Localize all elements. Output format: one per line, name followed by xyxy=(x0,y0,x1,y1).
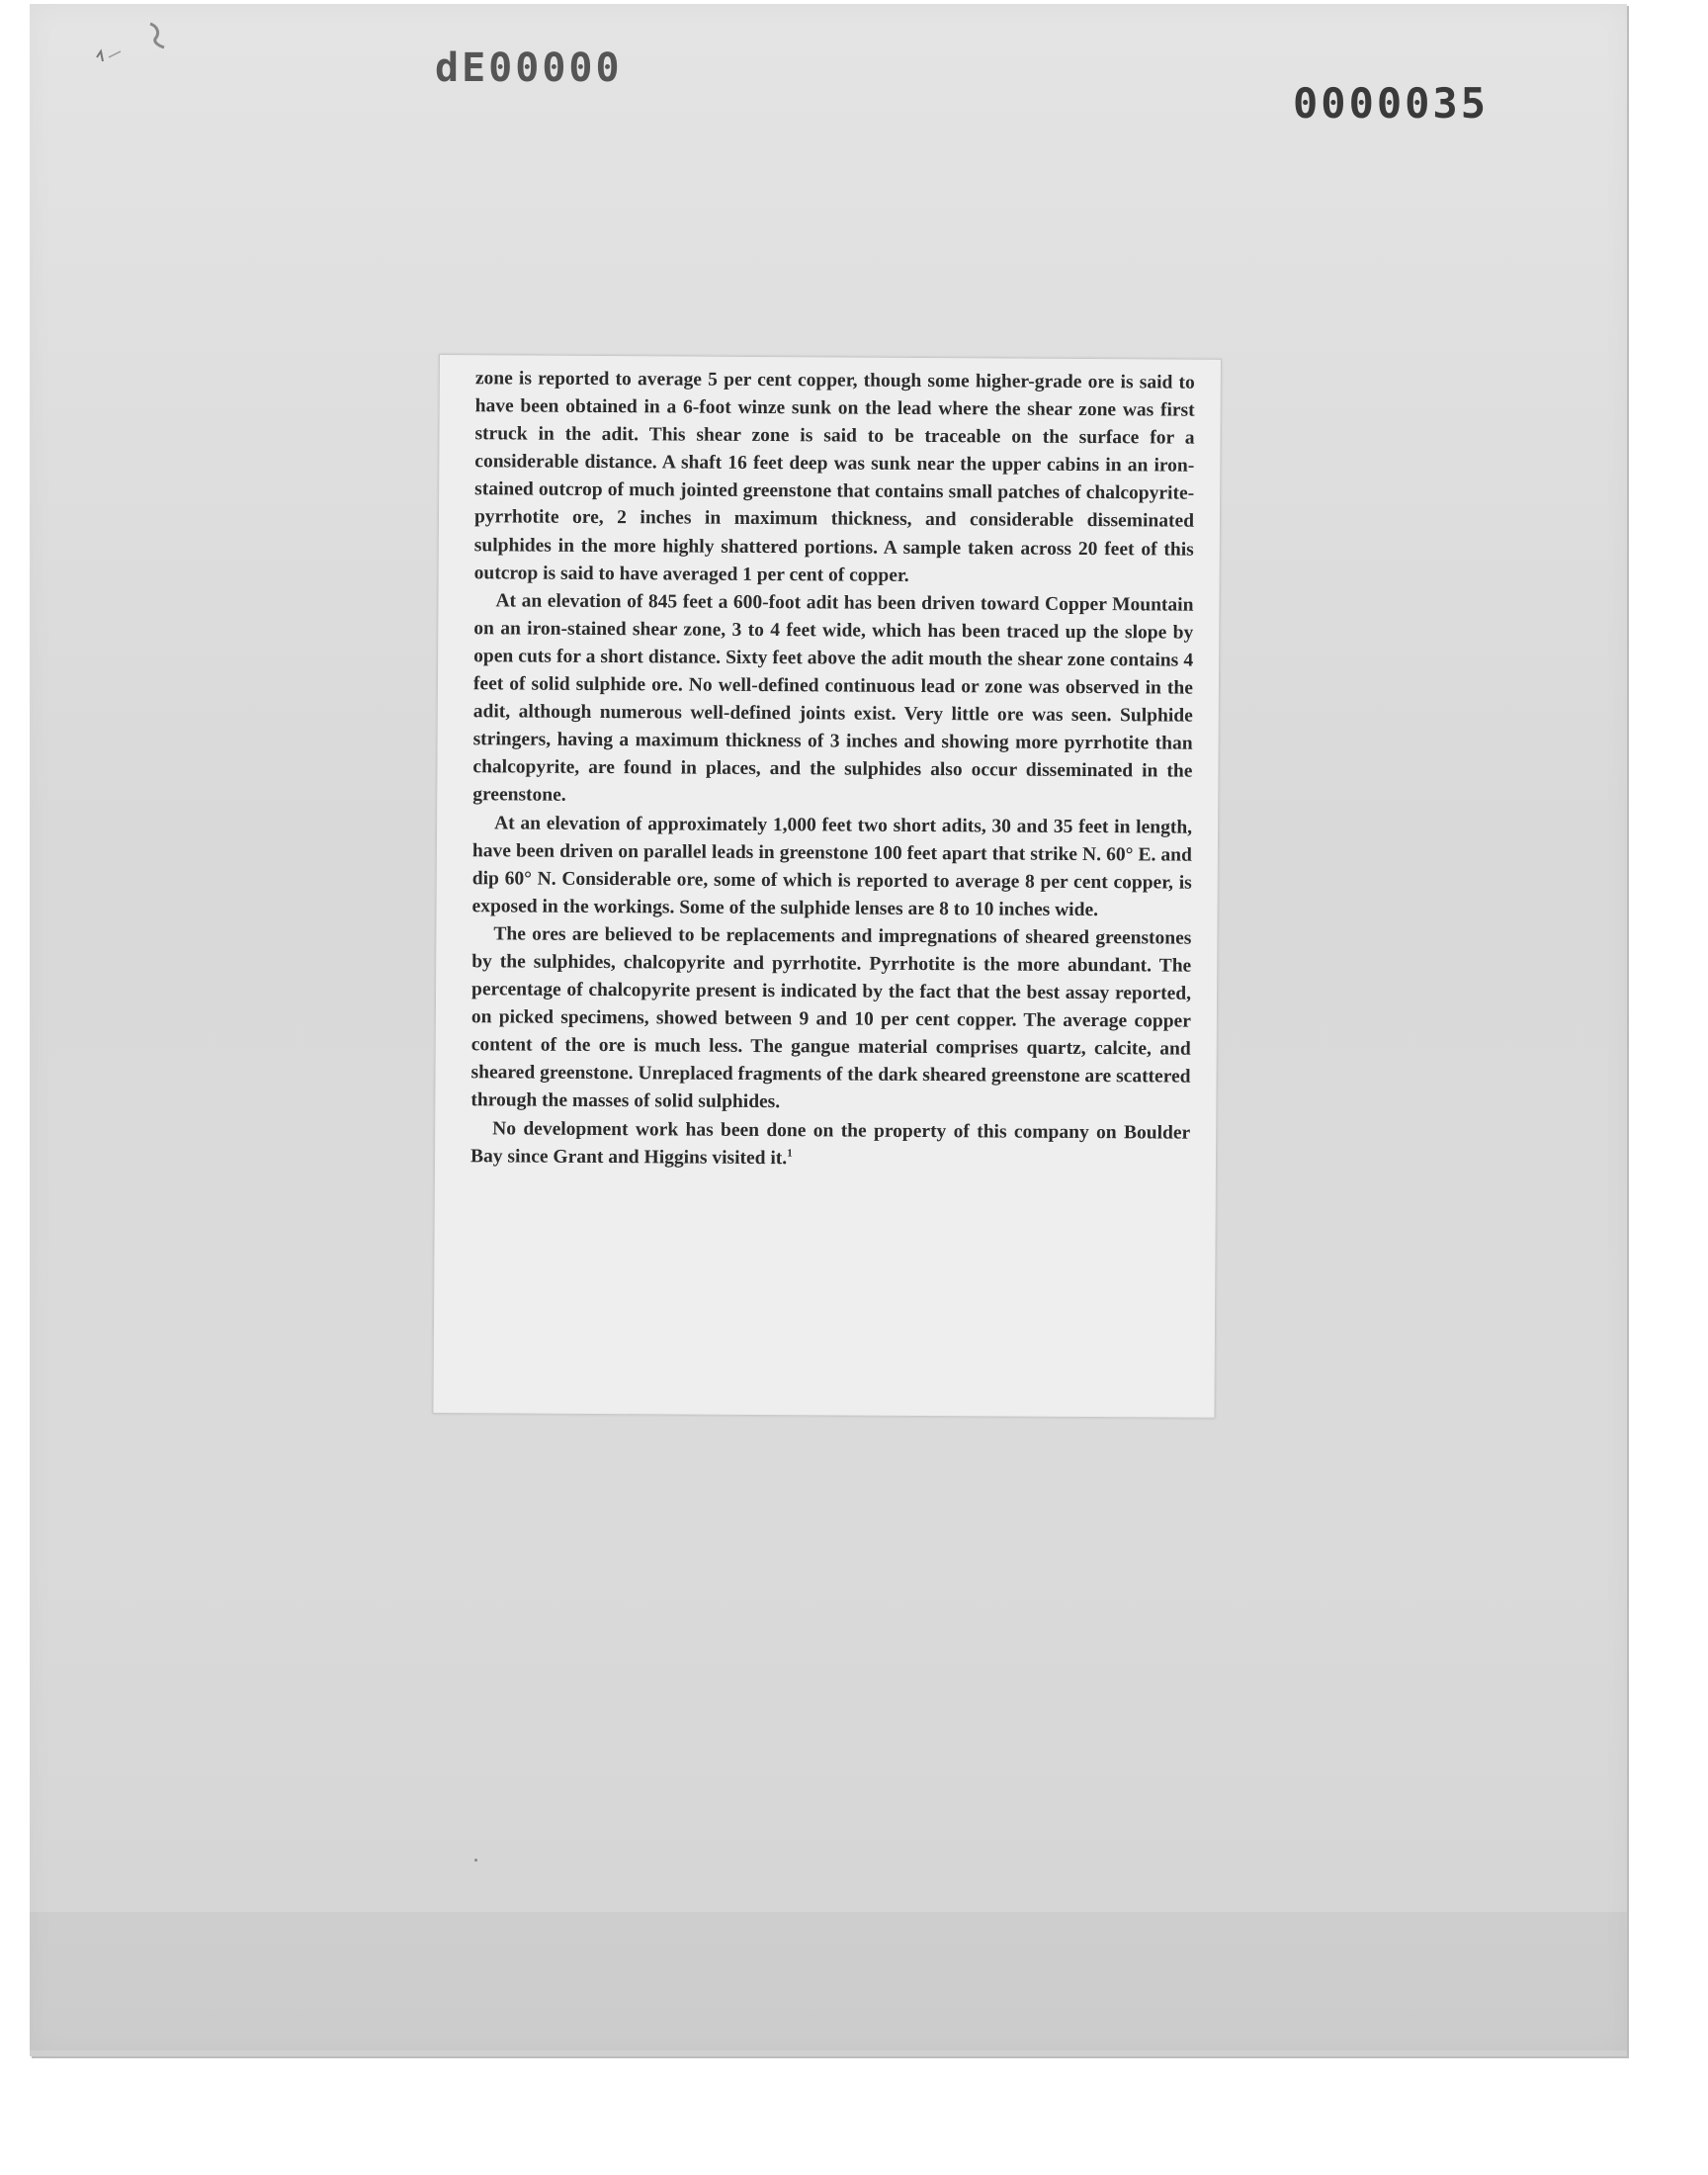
clipping-body xyxy=(470,365,1195,1174)
paragraph-2: At an elevation of 845 feet a 600-foot adit has been driven toward Copper Mountain on an iron-stained shear zone, 3 to 4 feet wide, which has been traced up the slope by open cuts for a short distance. Sixty feet above the adit mouth the shear zone contains 4 feet of solid sulphide ore. No well-defined continuous lead or zone was observed in the adit, although numerous well-defined joints exist. Very little ore was seen. Sulphide stringers, having a maximum thickness of 3 inches and showing more pyrrhotite than chalcopyrite, are found in places, and the sulphides also occur disseminated in the greenstone. xyxy=(472,590,1194,807)
handwritten-mark-icon xyxy=(87,18,176,77)
paragraph-1: zone is reported to average 5 per cent copper, though some higher-grade ore is said to have been obtained in a 6-foot winze sunk on the lead where the shear zone was first struck in the adit. This shear zone is said to be traceable on the surface for a considerable distance. A shaft 16 feet deep was sunk near the upper cabins in an iron-stained outcrop of much jointed greenstone that contains small patches of chalcopyrite-pyrrhotite ore, 2 inches in maximum thickness, and considerable disseminated sulphides in the more highly shattered portions. A sample taken across 20 feet of this outcrop is said to have averaged 1 per cent of copper. xyxy=(473,368,1195,586)
speck xyxy=(474,1859,477,1862)
text-clipping xyxy=(432,354,1222,1419)
page-number-stamp: 0000035 xyxy=(1293,79,1490,128)
paragraph-5 xyxy=(470,1115,1190,1175)
document-id-stamp: dE00000 xyxy=(435,45,623,91)
paragraph-4: The ores are believed to be replacements and impregnations of sheared greenstones by the sulphides, chalcopyrite and pyrrhotite. Pyrrhotite is the more abundant. The percentage of chalcopyrite present is indicated by the fact that the best assay reported, on picked specimens, showed between 9 and 10 per cent copper. The average copper content of the ore is much less. The gangue material comprises quartz, calcite, and sheared greenstone. Unreplaced fragments of the dark sheared greenstone are scattered through the masses of solid sulphides. xyxy=(470,923,1192,1113)
sheet-shading-band xyxy=(30,1912,1627,2050)
paragraph-5-text: No development work has been done on the property of this company on Boulder Bay since Grant and Higgins visited it. xyxy=(470,1117,1191,1169)
paragraph-3: At an elevation of approximately 1,000 feet two short adits, 30 and 35 feet in length, have been driven on parallel leads in greenstone 100 feet apart that strike N. 60° E. and dip 60° N. Considerable ore, some of which is reported to average 8 per cent copper, is exposed in the workings. Some of the sulphide lenses are 8 to 10 inches wide. xyxy=(471,812,1193,920)
footnote-marker: 1 xyxy=(787,1147,793,1160)
